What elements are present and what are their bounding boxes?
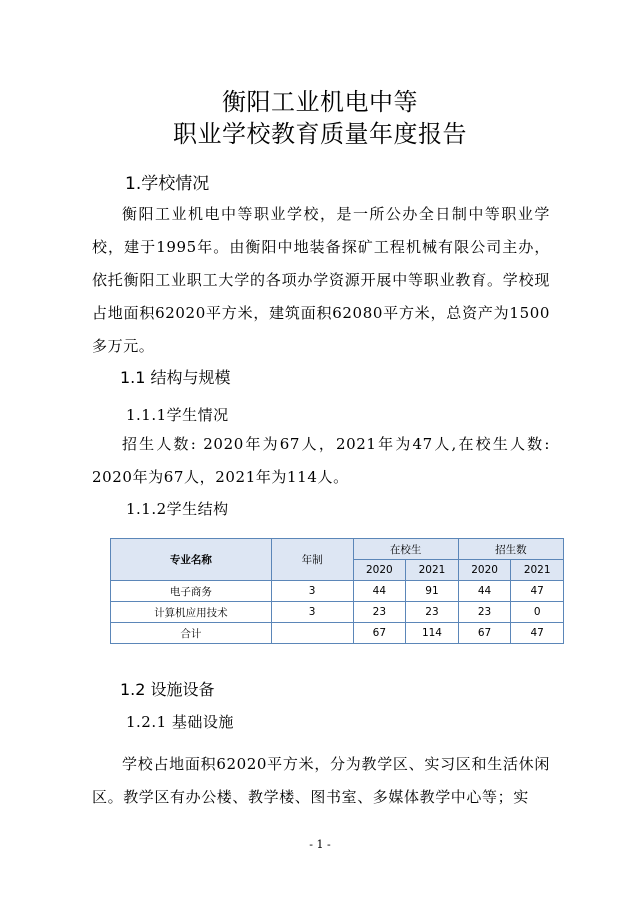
header-recruited: 招生数: [458, 539, 563, 560]
section-heading-structure-scale: 1.1 结构与规模: [120, 368, 231, 387]
cell-recruited-2021: 0: [511, 602, 564, 623]
cell-major-name: 电子商务: [111, 581, 272, 602]
section-heading-facilities: 1.2 设施设备: [120, 680, 215, 699]
report-title-line-1: 衡阳工业机电中等: [222, 88, 418, 116]
paragraph-student-numbers: 招生人数: 2020年为67人，2021年为47人,在校生人数: 2020年为67人，2021年为114人。: [92, 435, 550, 486]
cell-total-label: 合计: [111, 623, 272, 644]
cell-total-years: [271, 623, 353, 644]
cell-years: 3: [271, 602, 353, 623]
header-recruited-2021: 2021: [511, 560, 564, 581]
section-heading-student-status: 1.1.1学生情况: [126, 406, 229, 424]
cell-enrolled-2021: 23: [406, 602, 459, 623]
table-total-row: [111, 623, 564, 644]
header-enrolled-2021: 2021: [406, 560, 459, 581]
cell-total-recruited-2021: 47: [511, 623, 564, 644]
paragraph-school-overview: 衡阳工业机电中等职业学校，是一所公办全日制中等职业学校，建于1995年。由衡阳中地装备探矿工程机械有限公司主办，依托衡阳工业职工大学的各项办学资源开展中等职业教育。学校现占地面积62020平方米，建筑面积62080平方米，总资产为1500多万元。: [92, 205, 550, 355]
report-title-line-2: 职业学校教育质量年度报告: [173, 120, 467, 148]
header-major: 专业名称: [111, 539, 272, 581]
cell-years: 3: [271, 581, 353, 602]
cell-major-name: 计算机应用技术: [111, 602, 272, 623]
cell-recruited-2020: 44: [458, 581, 511, 602]
cell-total-recruited-2020: 67: [458, 623, 511, 644]
section-heading-infrastructure: 1.2.1 基础设施: [126, 713, 234, 731]
section-heading-school-overview: 1.学校情况: [125, 174, 210, 194]
section-heading-student-structure: 1.1.2学生结构: [126, 500, 229, 518]
header-years: 年制: [271, 539, 353, 581]
cell-recruited-2021: 47: [511, 581, 564, 602]
cell-enrolled-2020: 44: [353, 581, 406, 602]
cell-recruited-2020: 23: [458, 602, 511, 623]
header-enrolled: 在校生: [353, 539, 458, 560]
table-row: [111, 581, 564, 602]
table-row: [111, 602, 564, 623]
header-enrolled-2020: 2020: [353, 560, 406, 581]
student-structure-table: [110, 538, 564, 644]
cell-enrolled-2020: 23: [353, 602, 406, 623]
cell-enrolled-2021: 91: [406, 581, 459, 602]
cell-total-enrolled-2020: 67: [353, 623, 406, 644]
paragraph-infrastructure: 学校占地面积62020平方米，分为教学区、实习区和生活休闲区。教学区有办公楼、教学楼、图书室、多媒体教学中心等；实: [92, 755, 550, 806]
header-recruited-2020: 2020: [458, 560, 511, 581]
page-number: - 1 -: [309, 838, 331, 851]
cell-total-enrolled-2021: 114: [406, 623, 459, 644]
